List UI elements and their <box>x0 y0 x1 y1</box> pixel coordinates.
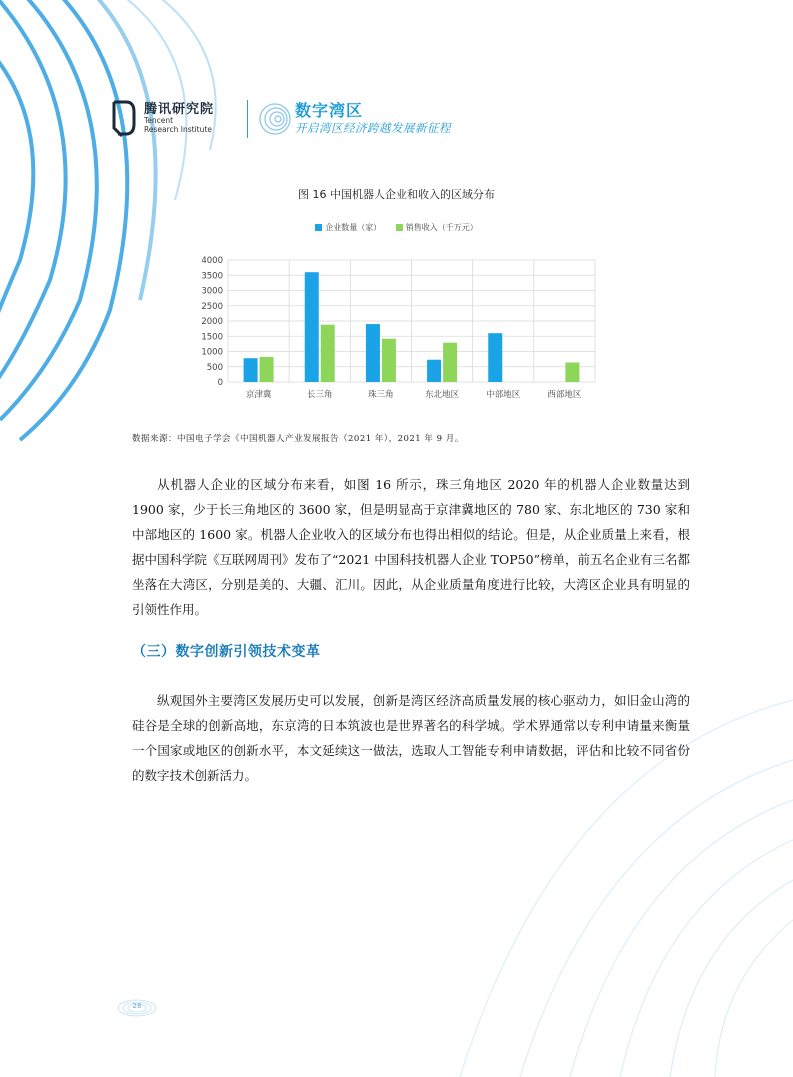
section-heading: （三）数字创新引领技术变革 <box>132 644 321 660</box>
y-tick-label: 3500 <box>201 271 223 282</box>
header-divider <box>247 100 248 138</box>
page-number <box>116 998 158 1018</box>
paragraph-text: 纵观国外主要湾区发展历史可以发展，创新是湾区经济高质量发展的核心驱动力，如旧金山湾的硅谷是全球的创新高地，东京湾的日本筑波也是世界著名的科学城。学术界通常以专利申请量来衡量一个国家或地区的创新水平，本文延续这一做法，选取人工智能专利申请数据，评估和比较不同省份的数字技术创新活力。 <box>132 693 690 783</box>
bar-revenue <box>260 357 274 382</box>
y-tick-label: 1500 <box>201 332 223 343</box>
y-tick-label: 4000 <box>201 256 223 266</box>
bar-revenue <box>443 343 457 382</box>
data-source-note: 数据来源：中国电子学会《中国机器人产业发展报告（2021 年），2021 年 9 月。 <box>132 434 464 444</box>
legend-swatch-blue <box>315 224 322 231</box>
x-tick-label: 西部地区 <box>547 390 582 400</box>
page-header <box>108 96 568 142</box>
publication-title: 数字湾区 <box>295 101 364 120</box>
legend-item-revenue <box>396 222 478 233</box>
bar-revenue <box>565 362 579 382</box>
figure-caption: 图 16 中国机器人企业和收入的区域分布 <box>298 188 495 201</box>
y-tick-label: 500 <box>206 362 223 373</box>
swirl-emblem-icon <box>258 102 292 136</box>
tencent-research-logo-icon <box>108 98 138 138</box>
logo-chinese-name: 腾讯研究院 <box>144 102 215 117</box>
body-paragraph-1 <box>132 472 690 622</box>
regional-distribution-bar-chart <box>190 250 610 410</box>
logo-english-line2: Research Institute <box>144 125 212 134</box>
y-tick-label: 2000 <box>201 317 223 327</box>
chart-legend <box>0 222 793 233</box>
y-tick-label: 1000 <box>201 347 223 358</box>
legend-item-enterprises <box>315 222 381 233</box>
bar-enterprises <box>427 360 441 382</box>
y-tick-label: 3000 <box>201 286 223 297</box>
bar-enterprises <box>305 272 319 382</box>
legend-label-enterprises: 企业数量（家） <box>325 223 382 232</box>
legend-label-revenue: 销售收入（千万元） <box>405 223 478 232</box>
legend-swatch-green <box>396 224 403 231</box>
bar-enterprises <box>488 333 502 382</box>
bar-revenue <box>382 339 396 382</box>
page-number-text: 28 <box>132 1002 142 1010</box>
publication-subtitle: 开启湾区经济跨越发展新征程 <box>295 121 451 135</box>
bar-revenue <box>321 325 335 382</box>
bar-enterprises <box>244 358 258 382</box>
x-tick-label: 东北地区 <box>425 390 460 400</box>
x-tick-label: 长三角 <box>306 390 333 400</box>
x-tick-label: 珠三角 <box>368 390 394 400</box>
paragraph-text: 从机器人企业的区域分布来看，如图 16 所示，珠三角地区 2020 年的机器人企业数量达到 1900 家，少于长三角地区的 3600 家，但是明显高于京津冀地区的 780 家、东北地区的 730 家和中部地区的 1600 家。机器人企业收入的区域分布也得出相似的结论。但是，从企业质量上来看，根据中国科学院《互联网周刊》发布了“2021 中国科技机器人企业 TOP50”榜单，前五名企业有三名都坐落在大湾区，分别是美的、大疆、汇川。因此，从企业质量角度进行比较，大湾区企业具有明显的引领性作用。 <box>132 477 690 617</box>
y-tick-label: 2500 <box>201 301 223 312</box>
bar-enterprises <box>366 324 380 382</box>
y-tick-label: 0 <box>217 378 223 388</box>
x-tick-label: 中部地区 <box>486 390 521 400</box>
logo-english-line1: Tencent <box>144 116 174 125</box>
body-paragraph-2 <box>132 688 690 788</box>
x-tick-label: 京津冀 <box>245 390 272 400</box>
